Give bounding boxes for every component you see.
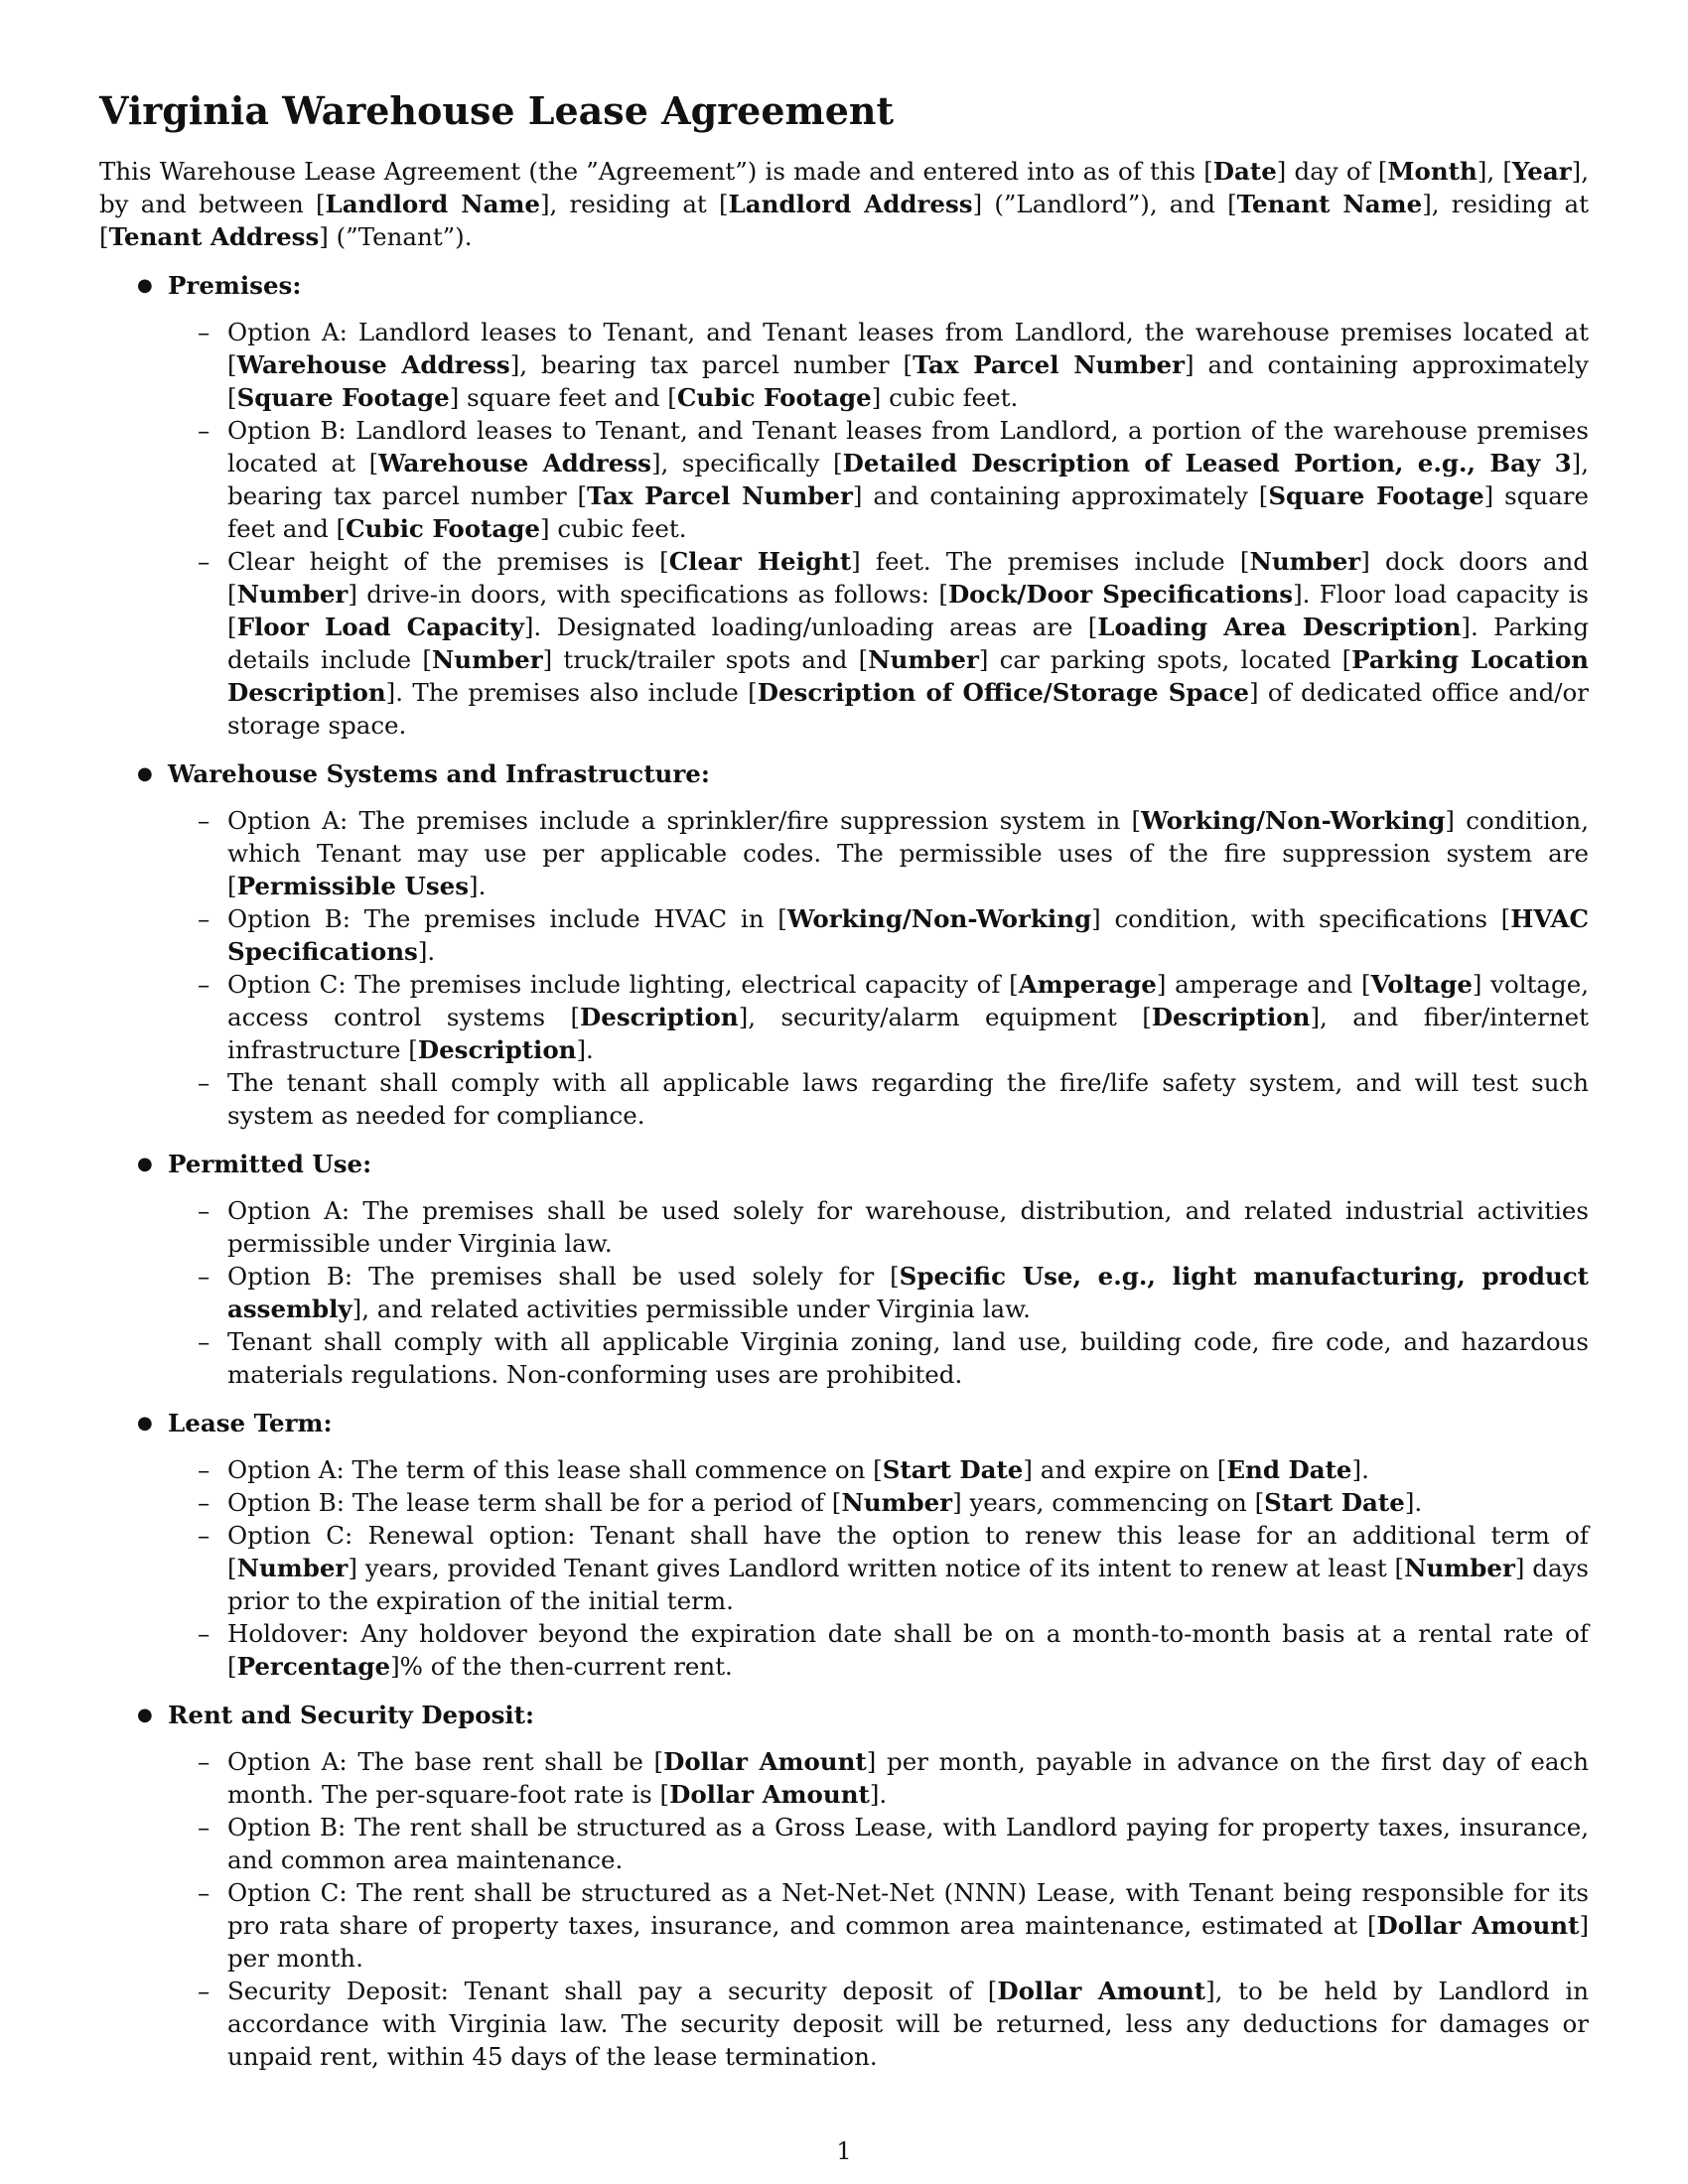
- dash-icon: –: [198, 904, 211, 933]
- placeholder-field: Dollar Amount: [663, 1747, 867, 1776]
- placeholder-field: Dock/Door Specifications: [947, 580, 1294, 609]
- placeholder-field: Start Date: [882, 1455, 1024, 1484]
- placeholder-field: Landlord Name: [325, 190, 540, 218]
- placeholder-field: Start Date: [1264, 1488, 1405, 1517]
- placeholder-field: Amperage: [1018, 970, 1157, 999]
- placeholder-field: Tax Parcel Number: [587, 481, 853, 510]
- dash-icon: –: [198, 416, 211, 445]
- placeholder-field: Landlord Address: [728, 190, 973, 218]
- placeholder-field: Working/Non-Working: [786, 904, 1092, 933]
- option-list: [168, 1194, 1589, 1391]
- placeholder-field: Number: [1404, 1554, 1515, 1582]
- option-list: [168, 1453, 1589, 1683]
- page-number: 1: [836, 2137, 852, 2165]
- option-item: – Option A: The premises shall be used solely for warehouse, distribution, and related industrial activities permissible under Virginia law.: [198, 1196, 1589, 1258]
- placeholder-field: Permissible Uses: [236, 872, 470, 900]
- bullet-icon: ●: [137, 1154, 153, 1174]
- dash-icon: –: [198, 970, 211, 999]
- dash-icon: –: [198, 1977, 211, 2005]
- placeholder-field: Tenant Name: [1236, 190, 1423, 218]
- dash-icon: –: [198, 318, 211, 346]
- placeholder-field: Working/Non-Working: [1141, 806, 1446, 835]
- option-item: – Clear height of the premises is [Clear Height] feet. The premises include [Number] dock doors and [Number] drive-in doors, with specifications as follows: [Dock/Door Specifications]. Floor load capacity is [Floor Load Capacity]. Designated loading/unloading areas are [Loading Area Description]. Parking details include [Number] truck/trailer spots and [Number] car parking spots, located [Parking Location Description]. The premises also include [Description of Office/Storage Space] of dedicated office and/or storage space.: [198, 547, 1589, 740]
- placeholder-field: Number: [1249, 547, 1361, 576]
- option-item: – Option A: The premises include a sprinkler/fire suppression system in [Working/Non-Working] condition, which Tenant may use per applicable codes. The permissible uses of the fire suppression system are [Permissible Uses].: [198, 806, 1589, 900]
- section-title: Rent and Security Deposit:: [168, 1701, 535, 1729]
- dash-icon: –: [198, 547, 211, 576]
- dash-icon: –: [198, 1455, 211, 1484]
- dash-icon: –: [198, 1262, 211, 1291]
- placeholder-field: Description: [580, 1003, 739, 1031]
- placeholder-field: Floor Load Capacity: [236, 613, 524, 641]
- placeholder-field: Square Footage: [236, 383, 450, 412]
- placeholder-field: Warehouse Address: [236, 350, 510, 379]
- dash-icon: –: [198, 1068, 211, 1097]
- dash-icon: –: [198, 1747, 211, 1776]
- placeholder-field: Dollar Amount: [1376, 1911, 1580, 1940]
- bullet-icon: ●: [137, 1705, 153, 1725]
- placeholder-field: End Date: [1226, 1455, 1352, 1484]
- section-title: Premises:: [168, 271, 302, 300]
- dash-icon: –: [198, 1327, 211, 1356]
- section: [99, 757, 1589, 1132]
- dash-icon: –: [198, 1813, 211, 1842]
- placeholder-field: Number: [236, 1554, 349, 1582]
- option-item: – Option A: Landlord leases to Tenant, and Tenant leases from Landlord, the warehouse premises located at [Warehouse Address], bearing tax parcel number [Tax Parcel Number] and containing approximately [Square Footage] square feet and [Cubic Footage] cubic feet.: [198, 318, 1589, 412]
- option-item: – Option B: The lease term shall be for a period of [Number] years, commencing on [Start Date].: [198, 1488, 1423, 1517]
- placeholder-field: Description: [417, 1035, 577, 1064]
- placeholder-field: Description of Office/Storage Space: [757, 678, 1249, 707]
- placeholder-field: Detailed Description of Leased Portion, e.g., Bay 3: [842, 449, 1572, 478]
- placeholder-field: Number: [868, 645, 979, 674]
- option-item: – The tenant shall comply with all applicable laws regarding the fire/life safety system, and will test such system as needed for compliance.: [198, 1068, 1589, 1130]
- placeholder-field: Loading Area Description: [1097, 613, 1462, 641]
- option-item: – Option C: Renewal option: Tenant shall have the option to renew this lease for an additional term of [Number] years, provided Tenant gives Landlord written notice of its intent to renew at least [Number] days prior to the expiration of the initial term.: [198, 1521, 1589, 1615]
- option-item: – Option A: The term of this lease shall commence on [Start Date] and expire on [End Date].: [198, 1455, 1369, 1484]
- section-title: Warehouse Systems and Infrastructure:: [168, 759, 710, 788]
- placeholder-field: Year: [1511, 157, 1572, 186]
- dash-icon: –: [198, 806, 211, 835]
- intro-paragraph: This Warehouse Lease Agreement (the ”Agreement”) is made and entered into as of this [Date] day of [Month], [Year], by and between [Landlord Name], residing at [Landlord Address] (”Landlord”), and [Tenant Name], residing at [Tenant Address] (”Tenant”).: [99, 157, 1589, 251]
- dash-icon: –: [198, 1521, 211, 1550]
- placeholder-field: Month: [1387, 157, 1477, 186]
- dash-icon: –: [198, 1878, 211, 1907]
- placeholder-field: Dollar Amount: [669, 1780, 870, 1809]
- placeholder-field: Cubic Footage: [346, 514, 540, 543]
- section-list: [99, 269, 1589, 2073]
- option-list: [168, 316, 1589, 742]
- option-item: – Holdover: Any holdover beyond the expiration date shall be on a month-to-month basis at a rental rate of [Percentage]% of the then-current rent.: [198, 1619, 1589, 1681]
- placeholder-field: Clear Height: [668, 547, 852, 576]
- placeholder-field: Number: [841, 1488, 953, 1517]
- option-item: – Option B: Landlord leases to Tenant, and Tenant leases from Landlord, a portion of the warehouse premises located at [Warehouse Address], specifically [Detailed Description of Leased Portion, e.g., Bay 3], bearing tax parcel number [Tax Parcel Number] and containing approximately [Square Footage] square feet and [Cubic Footage] cubic feet.: [198, 416, 1590, 543]
- placeholder-field: Dollar Amount: [997, 1977, 1206, 2005]
- section: [99, 269, 1589, 742]
- placeholder-field: Parking Location Description: [227, 645, 1589, 707]
- bullet-icon: ●: [137, 1413, 153, 1433]
- placeholder-field: Number: [431, 645, 543, 674]
- placeholder-field: Specific Use, e.g., light manufacturing, product assembly: [227, 1262, 1589, 1323]
- document-page: [99, 87, 1589, 2073]
- placeholder-field: Number: [236, 580, 349, 609]
- option-list: [168, 1745, 1589, 2073]
- placeholder-field: Percentage: [236, 1652, 391, 1681]
- option-item: – Option B: The premises shall be used solely for [Specific Use, e.g., light manufacturing, product assembly], and related activities permissible under Virginia law.: [198, 1262, 1589, 1323]
- section-title: Lease Term:: [168, 1409, 333, 1437]
- dash-icon: –: [198, 1619, 211, 1648]
- placeholder-field: Voltage: [1370, 970, 1473, 999]
- bullet-icon: ●: [137, 275, 153, 296]
- section: [99, 1407, 1589, 1683]
- option-item: – Option C: The premises include lighting, electrical capacity of [Amperage] amperage and [Voltage] voltage, access control systems [Description], security/alarm equipment [Description], and fiber/internet infrastructure [Description].: [198, 970, 1589, 1064]
- option-item: – Tenant shall comply with all applicable Virginia zoning, land use, building code, fire code, and hazardous materials regulations. Non-conforming uses are prohibited.: [198, 1327, 1589, 1389]
- option-item: – Option C: The rent shall be structured as a Net-Net-Net (NNN) Lease, with Tenant being responsible for its pro rata share of property taxes, insurance, and common area maintenance, estimated at [Dollar Amount] per month.: [198, 1878, 1589, 1973]
- dash-icon: –: [198, 1488, 211, 1517]
- option-item: – Option B: The rent shall be structured as a Gross Lease, with Landlord paying for property taxes, insurance, and common area maintenance.: [198, 1813, 1589, 1874]
- option-item: – Option A: The base rent shall be [Dollar Amount] per month, payable in advance on the first day of each month. The per-square-foot rate is [Dollar Amount].: [198, 1747, 1589, 1809]
- option-item: – Security Deposit: Tenant shall pay a security deposit of [Dollar Amount], to be held by Landlord in accordance with Virginia law. The security deposit will be returned, less any deductions for damages or unpaid rent, within 45 days of the lease termination.: [198, 1977, 1590, 2071]
- section: [99, 1699, 1589, 2073]
- placeholder-field: Date: [1212, 157, 1277, 186]
- section-title: Permitted Use:: [168, 1150, 372, 1178]
- option-item: – Option B: The premises include HVAC in [Working/Non-Working] condition, with specifications [HVAC Specifications].: [198, 904, 1589, 966]
- placeholder-field: Tenant Address: [108, 222, 320, 251]
- section: [99, 1148, 1589, 1391]
- placeholder-field: HVAC Specifications: [227, 904, 1589, 966]
- placeholder-field: Warehouse Address: [378, 449, 651, 478]
- placeholder-field: Description: [1151, 1003, 1311, 1031]
- placeholder-field: Square Footage: [1268, 481, 1484, 510]
- placeholder-field: Cubic Footage: [676, 383, 872, 412]
- dash-icon: –: [198, 1196, 211, 1225]
- option-list: [168, 804, 1589, 1132]
- placeholder-field: Tax Parcel Number: [913, 350, 1185, 379]
- document-title: Virginia Warehouse Lease Agreement: [99, 88, 895, 133]
- bullet-icon: ●: [137, 763, 153, 784]
